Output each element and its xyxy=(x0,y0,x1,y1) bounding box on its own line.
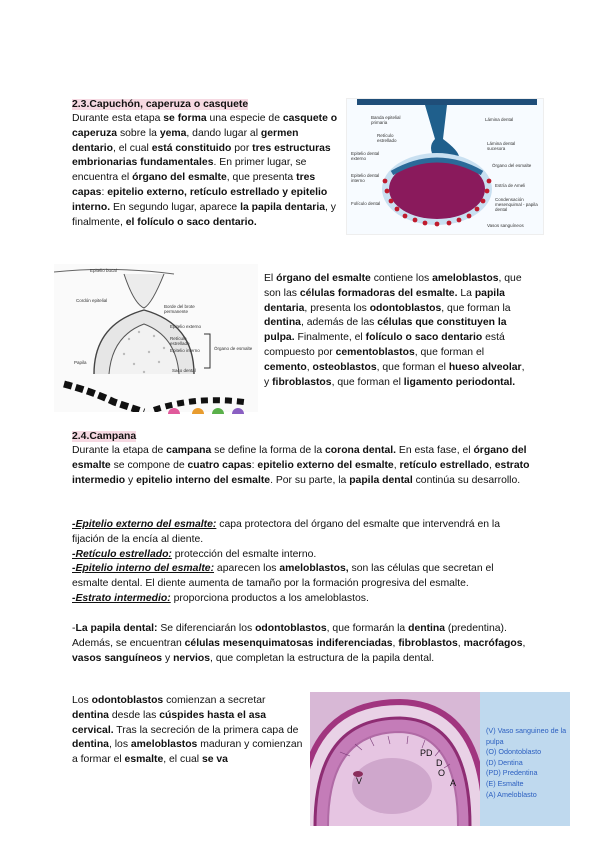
section-2-3-heading: 2.3.Capuchón, caperuza o casquete xyxy=(72,99,249,110)
histology-image xyxy=(310,692,480,826)
fig1-label: Lámina dental sucesora xyxy=(487,141,516,151)
fig2-label: Papila xyxy=(74,360,87,365)
section-2-4-heading: 2.4.Campana xyxy=(72,431,137,442)
dot-purple xyxy=(232,408,244,414)
legend-item: (E) Esmalte xyxy=(486,778,524,788)
cap-stage-diagram xyxy=(346,98,544,235)
marker-o: O xyxy=(438,768,446,778)
fig2-label: Cordón epitelial xyxy=(76,298,108,303)
dot-pink xyxy=(168,408,180,414)
dot-green xyxy=(212,408,224,414)
fig2-label: Epitelio externo xyxy=(170,324,202,329)
fig1-label: Epitelio dental externo xyxy=(351,151,380,161)
fig1-label: Vasos sanguíneos xyxy=(487,223,524,228)
marker-v: V xyxy=(356,776,363,786)
fig2-label: Epitelio bucal xyxy=(90,268,117,273)
layer-item: -Retículo estrellado: protección del esmalte interno. xyxy=(72,548,317,560)
legend-item: (A) Ameloblasto xyxy=(486,789,537,799)
fig1-label: Folículo dental xyxy=(351,201,381,206)
layer-item: -Epitelio interno del esmalte: aparecen los ameloblastos, son las células que secretan el esmalte dental. El diente aumenta de tamaño por la formación progresiva del esmalte. xyxy=(72,563,494,590)
sketch-illustration xyxy=(54,264,258,412)
fig1-label: Estría de Ameli xyxy=(495,183,526,188)
papila-paragraph: -La papila dental: Se diferenciarán los odontoblastos, que formarán la dentina (predentina). Además, se encuentran células mesenquimatosas indiferenciadas, fibroblastos, macrófagos, vasos sanguíneos y nervios, que completan la estructura de la papila dental. xyxy=(72,623,526,664)
enamel-organ-sketch xyxy=(54,264,258,412)
legend-item: (V) Vaso sanguineo de la pulpa xyxy=(486,726,567,746)
enamel-organ-paragraph: El órgano del esmalte contiene los ameloblastos, que son las células formadoras del esmalte. La papila dentaria, presenta los odontoblastos, que forman la dentina, además de las células que constituyen la pulpa. Finalmente, el folículo o saco dentario está compuesto por cementoblastos, que forman el cemento, osteoblastos, que forman el hueso alveolar, y fibroblastos, que forman el ligamento periodontal. xyxy=(264,273,525,388)
fig1-label: Condensación mesenquimal - papila dental xyxy=(495,197,538,212)
histology-legend xyxy=(486,726,568,800)
marker-pd: PD xyxy=(420,748,433,758)
fig2-label: Retículo estrellado xyxy=(170,336,190,346)
layers-list xyxy=(72,518,530,607)
marker-d: D xyxy=(436,758,443,768)
odontoblast-paragraph: Los odontoblastos comienzan a secretar dentina desde las cúspides hasta el asa cervical. Tras la secreción de la primera capa de dentina, los ameloblastos maduran y comienzan a formar el esmalte, el cual se va xyxy=(72,695,303,766)
histology-figure xyxy=(310,692,570,826)
layer-item: -Estrato intermedio: proporciona productos a los ameloblastos. xyxy=(72,592,369,604)
fig1-label: Lámina dental xyxy=(485,117,514,122)
fig2-label: Borde del brote permanente xyxy=(164,304,195,314)
marker-a: A xyxy=(450,778,457,788)
fig1-label: Banda epitelial primaria xyxy=(371,115,401,125)
fig1-label: Epitelio dental interno xyxy=(351,173,380,183)
legend-item: (O) Odontoblasto xyxy=(486,747,542,757)
fig2-label: Epitelio interno xyxy=(170,348,200,353)
legend-item: (PD) Predentina xyxy=(486,768,538,778)
legend-item: (D) Dentina xyxy=(486,757,523,767)
fig1-label: Retículo estrellado xyxy=(377,133,397,143)
section-2-3-paragraph: Durante esta etapa se forma una especie de casquete o caperuza sobre la yema, dando lugar al germen dentario, el cual está constituido por tres estructuras embrionarias fundamentales. En primer lugar, se encuentra el órgano del esmalte, que presenta tres capas: epitelio externo, retículo estrellado y epitelio interno. En segundo lugar, aparece la papila dentaria, y finalmente, el folículo o saco dentario. xyxy=(72,113,338,228)
fig1-label: Órgano del esmalte xyxy=(492,163,532,168)
fig2-label: Órgano de esmalte xyxy=(214,346,253,351)
fig2-label: Saco dental xyxy=(172,368,196,373)
section-2-4-paragraph: Durante la etapa de campana se define la forma de la corona dental. En esta fase, el órgano del esmalte se compone de cuatro capas: epitelio externo del esmalte, retículo estrellado, estrato intermedio y epitelio interno del esmalte. Por su parte, la papila dental continúa su desarrollo. xyxy=(72,445,530,486)
layer-item: -Epitelio externo del esmalte: capa protectora del órgano del esmalte que intervendrá en la fijación de la encía al diente. xyxy=(72,519,500,545)
dot-orange xyxy=(192,408,204,414)
